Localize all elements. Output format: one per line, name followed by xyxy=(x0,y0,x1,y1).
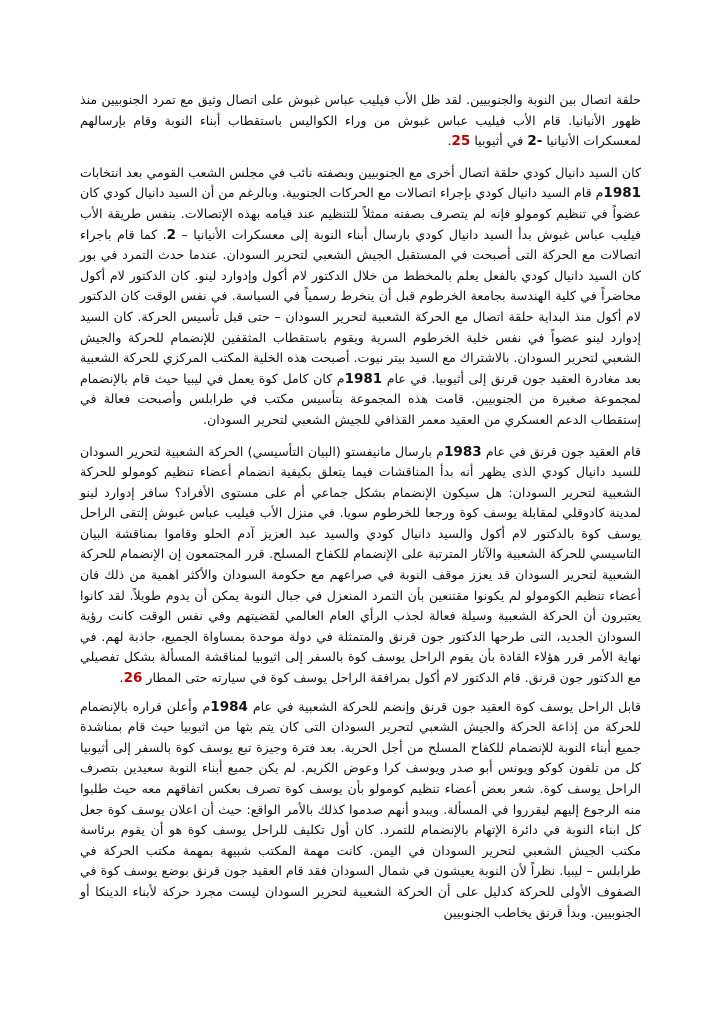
text-run: في أثيوبيا xyxy=(470,133,528,149)
inline-number: 1983 xyxy=(444,443,482,460)
footnote-reference: 26 xyxy=(123,670,143,687)
text-run: م وأعلن قراره بالإنضمام للحركة من إذاعة الحركة والجيش الشعبي لتحرير السودان التى كان يتم بثها من اثيوبيا حيث قام بمناشدة جميع أبناء النوبة للإنضمام للكفاح المسلح من أجل الحرية. بعد فترة وجيزة تبع يوسف كوة بالسفر إلى أثيوبيا كل من تلفون كوكو ويونس أبو صدر ويوسف كرا وعوض الكريم. لم يكن جميع أبناء النوبة سعيدين بتصرف الراحل يوسف كوة. شعر بعض أعضاء تنظيم كومولو بأن يوسف كوة تصرف بعكس اتفاقهم معه حيث طلبوا منه الرجوع إليهم ليقرروا في المسألة. ويبدو أنهم صدموا كذلك بالأمر الواقع: حيث أن اعلان يوسف كوة جعل كل ابناء النوبة في دائرة الإتهام بالإنضمام للتمرد. كان أول تكليف للراحل يوسف كوة هو أن يقوم برئاسة مكتب الجيش الشعبي لتحرير السودان في اليمن. كانت مهمة المكتب شبيهة بمهمة مكتب الحركة في طرابلس – ليبيا. نظراً لأن النوبة يعيشون في شمال السودان فقد قام العقيد جون قرنق بوضع يوسف كوة في الصفوف الأولى للحركة كدليل على أن الحركة الشعبية لتحرير السودان ليست مجرد حركة لأبناء الدينكا أو الجنوبيين. وبدأ قرنق يخاطب الجنوبيين xyxy=(80,698,641,920)
text-run: قام العقيد جون قرنق في عام xyxy=(481,443,641,459)
inline-number: 1981 xyxy=(603,185,641,202)
text-run: . xyxy=(447,133,452,149)
text-run: حلقة اتصال بين النوبة والجنوبيين. لقد ظل الأب فيليب عباس غبوش على اتصال وثيق مع تمرد الجنوبيين منذ ظهور الأنيانيا. قام الأب فيليب عباس غبوش من وراء الكواليس باستقطاب أبناء النوبة وقام بإرسالهم لمعسكرات الأنيانيا xyxy=(80,92,641,149)
paragraph-4 xyxy=(80,697,641,924)
document-page xyxy=(80,90,641,923)
inline-number: 1984 xyxy=(210,698,248,715)
text-run: م بارسال مانيفستو (البيان التأسيسي) الحركة الشعبية لتحرير السودان للسيد دانيال كودي الذى يظهر أنه بدأ المناقشات فيما يتعلق بكيفية انضمام أعضاء تنظيم كومولو للحركة الشعبية لتحرير السودان: هل سيكون الإنضمام بشكل جماعي أم على مستوى الأفراد؟ سافر إدوارد لينو لمدينة كادوقلي لمقابلة يوسف كوة ورجعا للخرطوم سويا. في منزل الأب فيليب عباس غبوش إلتقى الراحل يوسف كوة بالدكتور لام أكول والسيد دانيال كودي والسيد عبد العزيز آدم الحلو وقاموا بمناقشة البيان التاسيسي للحركة الشعبية والآثار المترتبة على الإنضمام للكفاح المسلح. قرر المجتمعون إن الإنضمام للحركة الشعبية لتحرير السودان قد يعزز موقف النوبة في صراعهم مع حكومة السودان والأكثر اهمية من ذلك فان أعضاء تنظيم الكومولو لم يكونوا مقتنعين بأن التمرد المنعزل في جبال النوبة يمكن أن يدوم طويلاً. لقد كانوا يعتبرون أن الحركة الشعبية وسيلة فعالة لجذب الرأي العام العالمي لقضيتهم وفي نفس الوقت كانت رؤية السودان الجديد، التى طرحها الدكتور جون قرنق والمتمثلة في دولة موحدة بمساواة الجميع، جاذبة لهم. في نهاية الأمر قرر هؤلاء القادة بأن يقوم الراحل يوسف كوة بالسفر إلى اثيوبيا لمناقشة المسألة بشكل تفصيلي مع الدكتور جون قرنق. قام الدكتور لام أكول بمرافقة الراحل يوسف كوة في سيارته حتى المطار xyxy=(80,443,641,686)
text-run: م كان كامل كوة يعمل في ليبيا حيث قام بالإنضمام لمجموعة صغيرة من الجنوبيين. قامت هذه المجموعة بتأسيس مكتب في طرابلس وأصبحت فعالة في إستقطاب الدعم العسكري من العقيد معمر القذافي للجيش الشعبي لتحرير السودان. xyxy=(80,370,641,427)
text-run: . كما قام باجراء اتصالات مع الحركة التى أصبحت في المستقبل الجيش الشعبي لتحرير السودان. عندما حدث التمرد في بور كان السيد دانيال كودي بالفعل يعلم بالمخطط من خلال الدكتور لام أكول وإدوارد لينو. كان الدكتور لام أكول محاضراً في كلية الهندسة بجامعة الخرطوم قبل أن ينخرط رسمياً في السياسة. في نفس الوقت كان الدكتور لام أكول منذ البداية حلقة اتصال مع الحركة الشعبية لتحرير السودان – حتى قبل تأسيس الحركة. كان السيد إدوارد لينو عضواً في نفس خلية الخرطوم السرية ويقوم باستقطاب المثقفين للإنضمام للحركة والجيش الشعبي لتحرير السودان. بالاشتراك مع السيد بيتر نيوت. أصبحت هذه الخلية المكتب المركزي للحركة الشعبية بعد مغادرة العقيد جون قرنق إلى أثيوبيا. في عام xyxy=(80,226,641,386)
paragraph-2 xyxy=(80,163,641,431)
inline-number: -2 xyxy=(527,133,543,150)
inline-number: 2 xyxy=(166,226,177,243)
text-run: كان السيد دانيال كودي حلقة اتصال أخرى مع الجنوبيين وبصفته نائب في مجلس الشعب القومي بعد انتخابات xyxy=(80,164,641,180)
text-run: قابل الراحل يوسف كوة العقيد جون قرنق وإنضم للحركة الشعبية في عام xyxy=(247,698,642,714)
text-run: . xyxy=(119,670,124,686)
paragraph-3 xyxy=(80,442,641,689)
inline-number: 1981 xyxy=(344,370,383,387)
text-run: م قام السيد دانيال كودي بإجراء اتصالات مع الحركات الجنوبية. وبالرغم من أن السيد دانيال كودي كان عضواً في تنظيم كومولو فإنه لم يتصرف بصفته ممثلاً للتنظيم عند قيامه بهذه الإتصالات. بنفس طريقة الأب فيليب عباس غبوش بدأ السيد دانيال كودي بارسال أبناء النوبة إلى معسكرات الأنيانيا – xyxy=(80,185,641,242)
footnote-reference: 25 xyxy=(451,133,471,150)
paragraph-1 xyxy=(80,90,641,152)
